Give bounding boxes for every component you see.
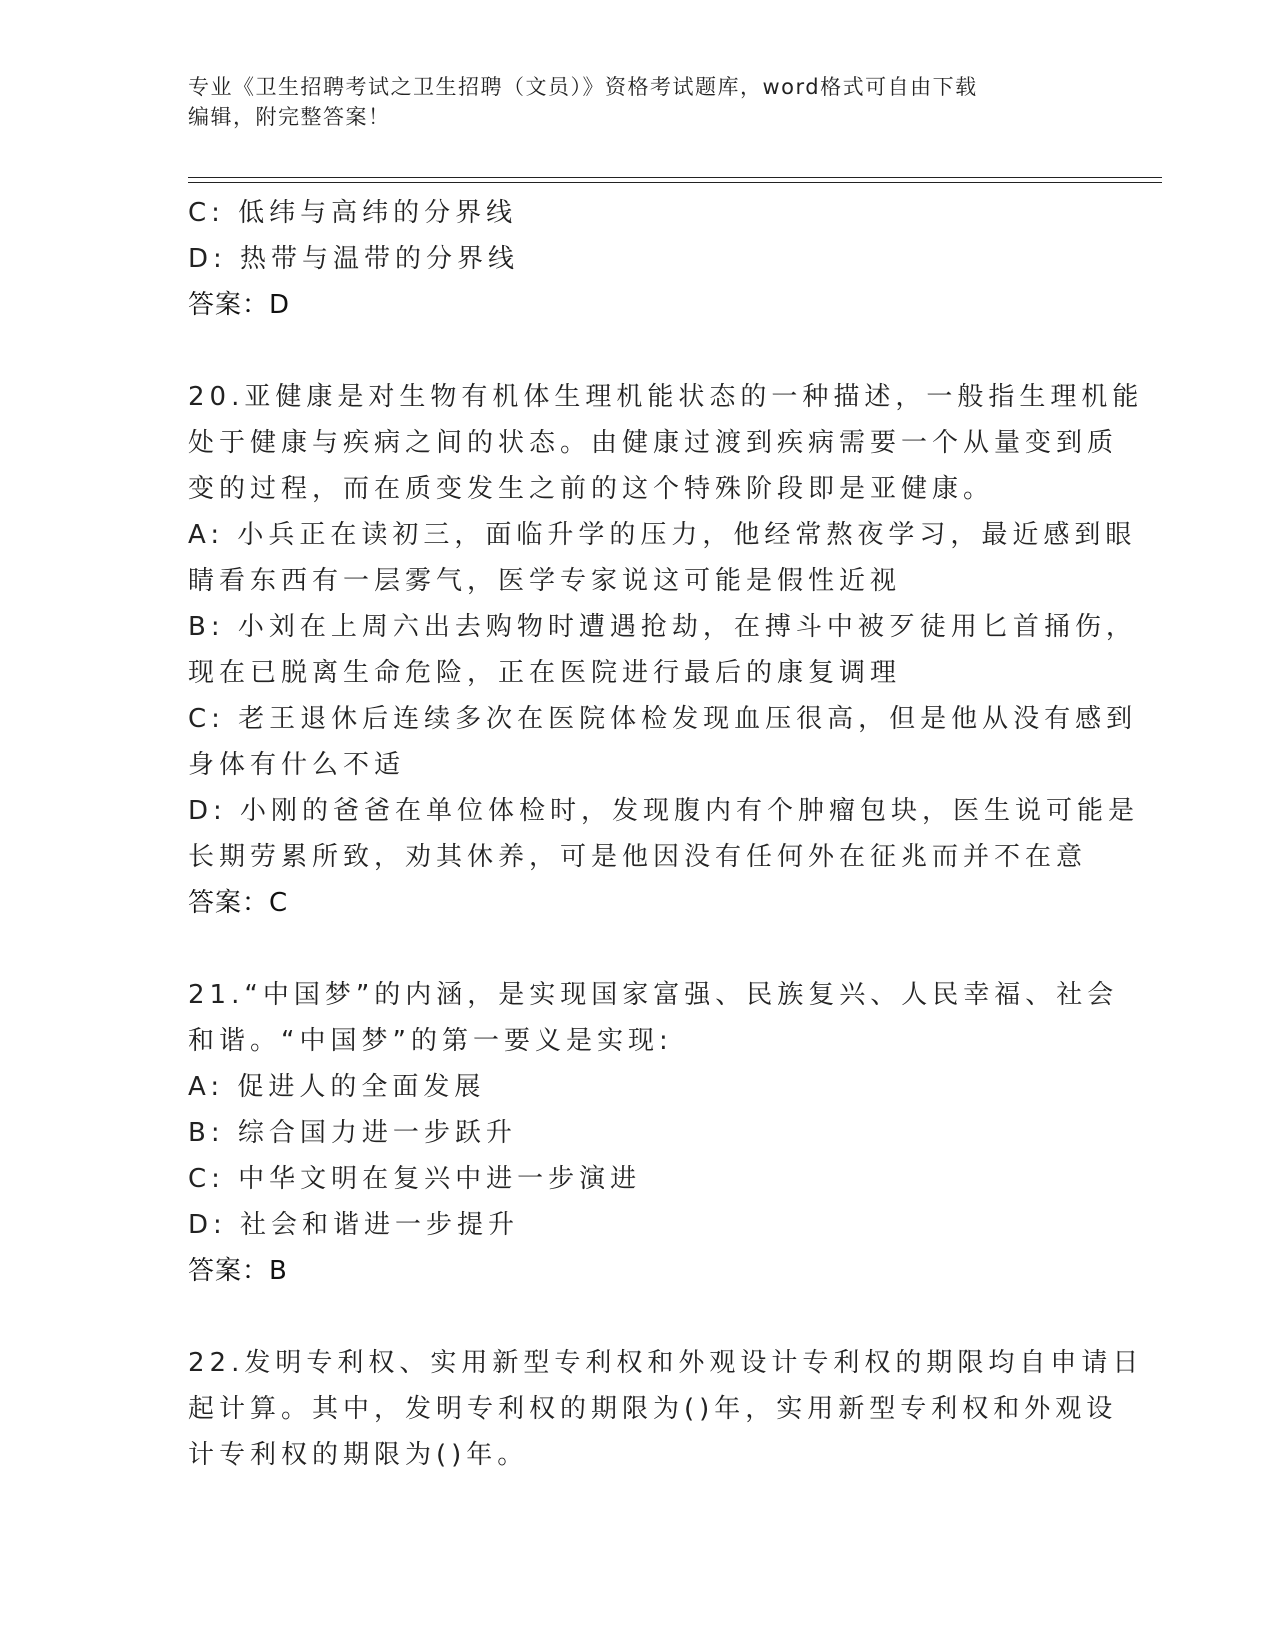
question-stem-line: 20.亚健康是对生物有机体生理机能状态的一种描述，一般指生理机能 <box>188 382 1144 412</box>
page-header <box>188 72 1068 132</box>
option-c: C: 老王退休后连续多次在医院体检发现血压很高，但是他从没有感到 <box>188 704 1138 734</box>
option-d: D: 社会和谐进一步提升 <box>188 1210 520 1240</box>
option-d: D: 热带与温带的分界线 <box>188 244 520 274</box>
option-a-cont: 睛看东西有一层雾气，医学专家说这可能是假性近视 <box>188 566 902 596</box>
question-21 <box>188 972 1119 1294</box>
header-line-2: 编辑，附完整答案！ <box>188 105 391 129</box>
option-a: A: 小兵正在读初三，面临升学的压力，他经常熬夜学习，最近感到眼 <box>188 520 1137 550</box>
question-stem-line: 变的过程，而在质变发生之前的这个特殊阶段即是亚健康。 <box>188 474 995 504</box>
header-divider-top <box>188 177 1162 178</box>
question-stem-line: 22.发明专利权、实用新型专利权和外观设计专利权的期限均自申请日 <box>188 1348 1144 1378</box>
spacer <box>188 328 1088 374</box>
option-c: C: 中华文明在复兴中进一步演进 <box>188 1164 642 1194</box>
prev-question <box>188 190 1088 328</box>
answer-line: 答案：B <box>188 1256 288 1286</box>
option-b: B: 综合国力进一步跃升 <box>188 1118 517 1148</box>
question-stem-line: 计专利权的期限为()年。 <box>188 1440 529 1470</box>
spacer <box>188 1294 1088 1340</box>
answer-line: 答案：D <box>188 290 291 320</box>
question-stem-line: 起计算。其中，发明专利权的期限为()年，实用新型专利权和外观设 <box>188 1394 1118 1424</box>
header-line-1: 专业《卫生招聘考试之卫生招聘（文员）》资格考试题库，word格式可自由下载 <box>188 75 978 99</box>
answer-line: 答案：C <box>188 888 289 918</box>
option-a: A: 促进人的全面发展 <box>188 1072 486 1102</box>
question-22 <box>188 1340 1144 1478</box>
option-c-cont: 身体有什么不适 <box>188 750 406 780</box>
question-content <box>188 190 1144 1478</box>
question-stem-line: 21.“中国梦”的内涵，是实现国家富强、民族复兴、人民幸福、社会 <box>188 980 1119 1010</box>
question-20 <box>188 374 1144 926</box>
option-c: C: 低纬与高纬的分界线 <box>188 198 518 228</box>
question-stem-line: 处于健康与疾病之间的状态。由健康过渡到疾病需要一个从量变到质 <box>188 428 1119 458</box>
option-b-cont: 现在已脱离生命危险，正在医院进行最后的康复调理 <box>188 658 902 688</box>
option-d: D: 小刚的爸爸在单位体检时，发现腹内有个肿瘤包块，医生说可能是 <box>188 796 1140 826</box>
header-divider-bottom <box>188 182 1162 183</box>
option-b: B: 小刘在上周六出去购物时遭遇抢劫，在搏斗中被歹徒用匕首捅伤， <box>188 612 1137 642</box>
option-d-cont: 长期劳累所致，劝其休养，可是他因没有任何外在征兆而并不在意 <box>188 842 1088 872</box>
question-stem-line: 和谐。“中国梦”的第一要义是实现: <box>188 1026 673 1056</box>
spacer <box>188 926 1088 972</box>
